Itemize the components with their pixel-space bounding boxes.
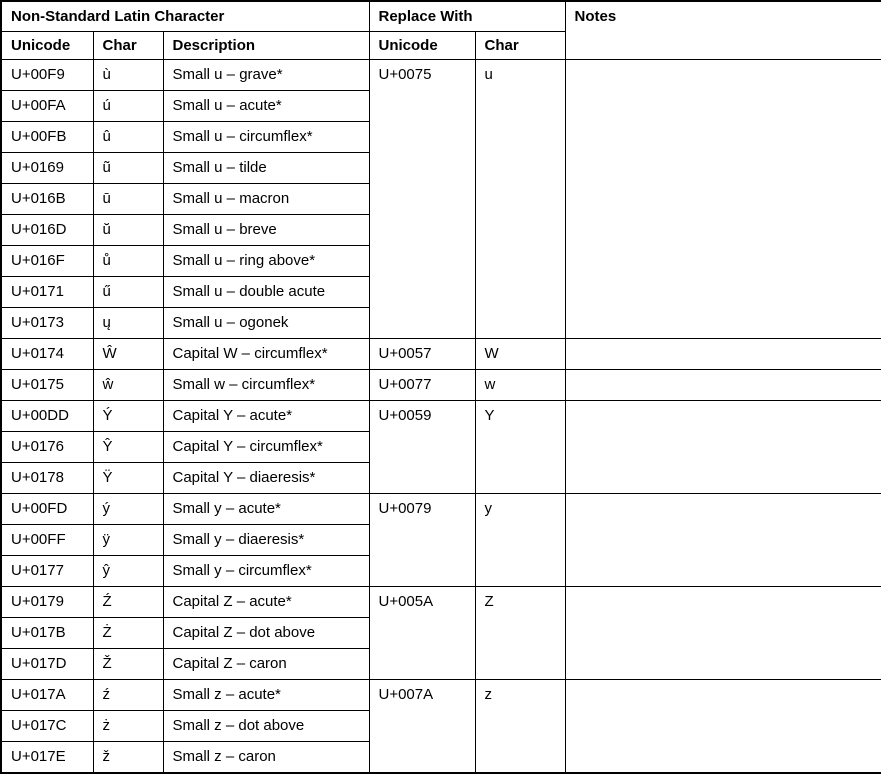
cell-description: Capital Y – diaeresis* xyxy=(163,463,369,494)
cell-description: Small z – acute* xyxy=(163,680,369,711)
cell-unicode: U+017D xyxy=(1,649,93,680)
cell-notes xyxy=(565,339,881,370)
table-row xyxy=(1,339,881,370)
cell-unicode: U+0173 xyxy=(1,308,93,339)
cell-description: Small u – macron xyxy=(163,184,369,215)
cell-replace-unicode: U+0059 xyxy=(369,401,475,494)
cell-char: ų xyxy=(93,308,163,339)
cell-description: Small w – circumflex* xyxy=(163,370,369,401)
cell-unicode: U+00FF xyxy=(1,525,93,556)
cell-unicode: U+00FA xyxy=(1,91,93,122)
cell-unicode: U+0178 xyxy=(1,463,93,494)
cell-description: Small u – acute* xyxy=(163,91,369,122)
cell-description: Capital Y – acute* xyxy=(163,401,369,432)
cell-replace-char: z xyxy=(475,680,565,774)
cell-description: Small z – caron xyxy=(163,742,369,774)
table-header xyxy=(1,1,881,60)
cell-notes xyxy=(565,370,881,401)
table-row xyxy=(1,60,881,91)
cell-unicode: U+0175 xyxy=(1,370,93,401)
cell-unicode: U+0171 xyxy=(1,277,93,308)
cell-unicode: U+00FD xyxy=(1,494,93,525)
cell-char: Ÿ xyxy=(93,463,163,494)
cell-char: ż xyxy=(93,711,163,742)
cell-unicode: U+016B xyxy=(1,184,93,215)
cell-char: ű xyxy=(93,277,163,308)
cell-replace-char: Z xyxy=(475,587,565,680)
group-header-replace-with: Replace With xyxy=(369,1,565,32)
table-row xyxy=(1,587,881,618)
cell-unicode: U+0169 xyxy=(1,153,93,184)
cell-description: Small y – acute* xyxy=(163,494,369,525)
cell-char: Ź xyxy=(93,587,163,618)
cell-replace-char: u xyxy=(475,60,565,339)
cell-char: û xyxy=(93,122,163,153)
cell-unicode: U+00FB xyxy=(1,122,93,153)
cell-char: ž xyxy=(93,742,163,774)
column-header-description: Description xyxy=(163,32,369,60)
cell-description: Small y – circumflex* xyxy=(163,556,369,587)
table-body xyxy=(1,60,881,774)
cell-char: ź xyxy=(93,680,163,711)
cell-char: ù xyxy=(93,60,163,91)
table-row xyxy=(1,401,881,432)
column-header-replace-unicode: Unicode xyxy=(369,32,475,60)
cell-char: ŵ xyxy=(93,370,163,401)
column-header-replace-char: Char xyxy=(475,32,565,60)
cell-notes xyxy=(565,587,881,680)
cell-unicode: U+0176 xyxy=(1,432,93,463)
cell-replace-char: y xyxy=(475,494,565,587)
cell-unicode: U+0174 xyxy=(1,339,93,370)
cell-unicode: U+017A xyxy=(1,680,93,711)
cell-char: ū xyxy=(93,184,163,215)
cell-description: Capital Y – circumflex* xyxy=(163,432,369,463)
cell-description: Capital Z – dot above xyxy=(163,618,369,649)
cell-description: Small u – double acute xyxy=(163,277,369,308)
cell-description: Capital W – circumflex* xyxy=(163,339,369,370)
cell-char: ú xyxy=(93,91,163,122)
table-row xyxy=(1,494,881,525)
cell-replace-unicode: U+007A xyxy=(369,680,475,774)
column-header-unicode: Unicode xyxy=(1,32,93,60)
group-header-row xyxy=(1,1,881,32)
cell-unicode: U+016D xyxy=(1,215,93,246)
cell-unicode: U+017B xyxy=(1,618,93,649)
column-header-notes: Notes xyxy=(565,1,881,60)
cell-char: Ž xyxy=(93,649,163,680)
cell-replace-unicode: U+0077 xyxy=(369,370,475,401)
cell-replace-unicode: U+005A xyxy=(369,587,475,680)
table-row xyxy=(1,370,881,401)
cell-unicode: U+017C xyxy=(1,711,93,742)
cell-char: ÿ xyxy=(93,525,163,556)
cell-unicode: U+016F xyxy=(1,246,93,277)
cell-replace-unicode: U+0075 xyxy=(369,60,475,339)
table-row xyxy=(1,680,881,711)
cell-char: ý xyxy=(93,494,163,525)
cell-description: Small z – dot above xyxy=(163,711,369,742)
cell-unicode: U+00F9 xyxy=(1,60,93,91)
cell-description: Small u – grave* xyxy=(163,60,369,91)
cell-description: Small u – ring above* xyxy=(163,246,369,277)
cell-description: Capital Z – caron xyxy=(163,649,369,680)
cell-description: Small u – ogonek xyxy=(163,308,369,339)
cell-description: Capital Z – acute* xyxy=(163,587,369,618)
cell-replace-unicode: U+0057 xyxy=(369,339,475,370)
cell-char: Ŵ xyxy=(93,339,163,370)
cell-unicode: U+00DD xyxy=(1,401,93,432)
cell-description: Small u – tilde xyxy=(163,153,369,184)
cell-notes xyxy=(565,680,881,774)
cell-description: Small u – circumflex* xyxy=(163,122,369,153)
cell-char: Ŷ xyxy=(93,432,163,463)
cell-char: Ż xyxy=(93,618,163,649)
cell-description: Small y – diaeresis* xyxy=(163,525,369,556)
cell-char: Ý xyxy=(93,401,163,432)
cell-replace-char: w xyxy=(475,370,565,401)
cell-char: ŭ xyxy=(93,215,163,246)
cell-char: ů xyxy=(93,246,163,277)
group-header-nonstandard-latin-character: Non-Standard Latin Character xyxy=(1,1,369,32)
cell-description: Small u – breve xyxy=(163,215,369,246)
cell-char: ũ xyxy=(93,153,163,184)
cell-notes xyxy=(565,494,881,587)
cell-replace-char: Y xyxy=(475,401,565,494)
cell-notes xyxy=(565,401,881,494)
cell-char: ŷ xyxy=(93,556,163,587)
cell-unicode: U+0179 xyxy=(1,587,93,618)
column-header-char: Char xyxy=(93,32,163,60)
cell-replace-unicode: U+0079 xyxy=(369,494,475,587)
cell-replace-char: W xyxy=(475,339,565,370)
cell-unicode: U+0177 xyxy=(1,556,93,587)
cell-notes xyxy=(565,60,881,339)
cell-unicode: U+017E xyxy=(1,742,93,774)
